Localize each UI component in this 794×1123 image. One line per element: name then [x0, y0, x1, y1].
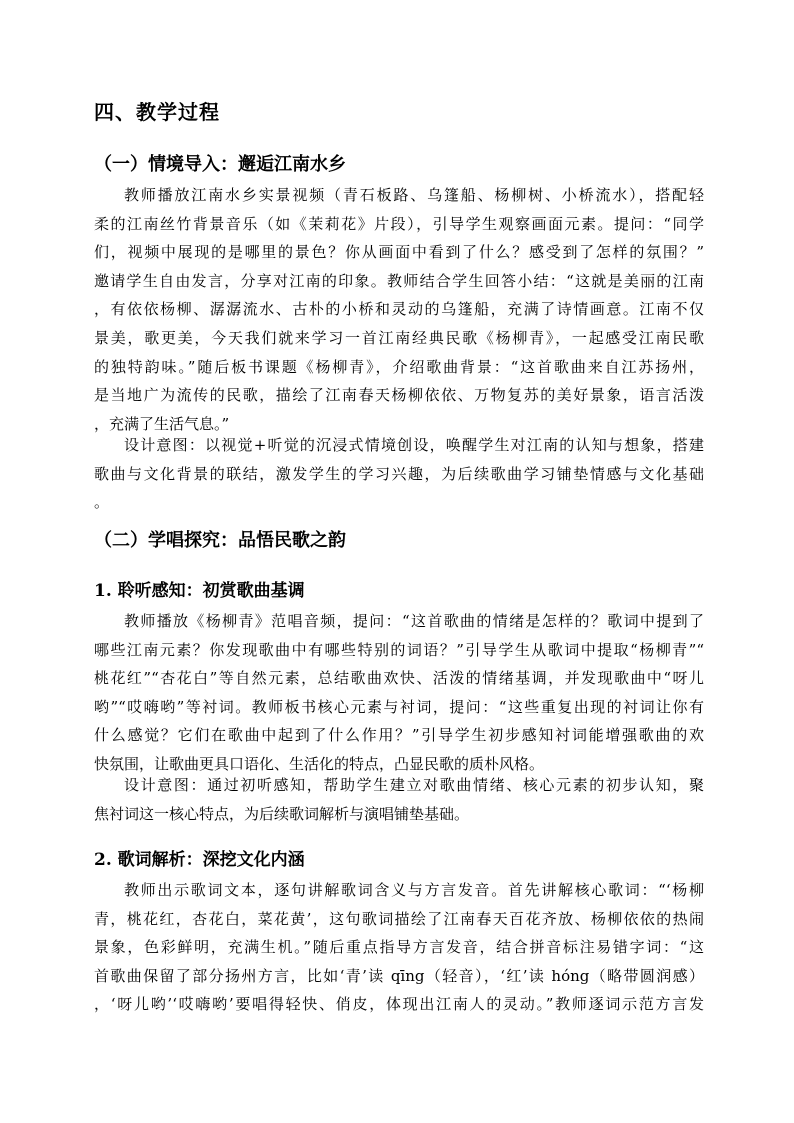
subsection-heading-2: （二）学唱探究：品悟民歌之韵 — [94, 530, 346, 551]
paragraph-line: 邀请学生自由发言，分享对江南的印象。教师结合学生回答小结：“这就是美丽的江南 — [94, 271, 704, 290]
paragraph-line: 教师播放江南水乡实景视频（青石板路、乌篷船、杨柳树、小桥流水），搭配轻 — [124, 186, 704, 204]
paragraph-line: 焦衬词这一核心特点，为后续歌词解析与演唱铺垫基础。 — [94, 804, 470, 823]
paragraph-line: 什么感觉？它们在歌曲中起到了什么作用？”引导学生初步感知衬词能增强歌曲的欢 — [94, 726, 704, 745]
paragraph-line: 教师播放《杨柳青》范唱音频，提问：“这首歌曲的情绪是怎样的？歌词中提到了 — [124, 612, 704, 630]
paragraph-line: 青，桃花红，杏花白，菜花黄’，这句歌词描绘了江南春天百花齐放、杨柳依依的热闹 — [94, 909, 704, 928]
paragraph-line: 设计意图：通过初听感知，帮助学生建立对歌曲情绪、核心元素的初步认知，聚 — [124, 776, 704, 794]
paragraph-line: 景美，歌更美，今天我们就来学习一首江南经典民歌《杨柳青》，一起感受江南民歌 — [94, 328, 704, 347]
paragraph-line: 柔的江南丝竹背景音乐（如《茉莉花》片段），引导学生观察画面元素。提问：“同学 — [94, 214, 704, 233]
paragraph-line: 哪些江南元素？你发现歌曲中有哪些特别的词语？”引导学生从歌词中提取“杨柳青”“ — [94, 640, 704, 659]
design-intent-paragraph-2 — [94, 771, 704, 828]
paragraph-line: 景象，色彩鲜明，充满生机。”随后重点指导方言发音，结合拼音标注易错字词：“这 — [94, 938, 704, 957]
step-heading-2: 2. 歌词解析：深挖文化内涵 — [94, 850, 305, 870]
paragraph-line: 教师出示歌词文本，逐句讲解歌词含义与方言发音。首先讲解核心歌词：“‘杨柳 — [124, 881, 704, 899]
section-title: 四、教学过程 — [94, 100, 220, 124]
paragraph-line: 首歌曲保留了部分扬州方言，比如‘青’读 qīng（轻音），‘红’读 hóng（略带圆润感） — [94, 966, 704, 985]
paragraph-line: 快氛围，让歌曲更具口语化、生活化的特点，凸显民歌的质朴风格。 — [94, 754, 545, 773]
paragraph-line: ，充满了生活气息。” — [94, 414, 230, 433]
subsection-heading-1: （一）情境导入：邂逅江南水乡 — [94, 154, 346, 175]
paragraph-line: 设计意图：以视觉+听觉的沉浸式情境创设，唤醒学生对江南的认知与想象，搭建 — [124, 436, 704, 454]
paragraph-line: 歌曲与文化背景的联结，激发学生的学习兴趣，为后续歌曲学习铺垫情感与文化基础 — [94, 464, 704, 483]
paragraph-line: 桃花红”“杏花白”等自然元素，总结歌曲欢快、活泼的情绪基调，并发现歌曲中“呀儿 — [94, 669, 704, 688]
intro-paragraph — [94, 181, 704, 438]
paragraph-line: 们，视频中展现的是哪里的景色？你从画面中看到了什么？感受到了怎样的氛围？” — [94, 243, 704, 262]
paragraph-line: 。 — [94, 493, 110, 512]
paragraph-line: 哟”“哎嗨哟”等衬词。教师板书核心元素与衬词，提问：“这些重复出现的衬词让你有 — [94, 697, 704, 716]
design-intent-paragraph-1 — [94, 431, 704, 517]
paragraph-line: ，有依依杨柳、潺潺流水、古朴的小桥和灵动的乌篷船，充满了诗情画意。江南不仅 — [94, 300, 704, 319]
paragraph-line: 的独特韵味。”随后板书课题《杨柳青》，介绍歌曲背景：“这首歌曲来自江苏扬州， — [94, 357, 704, 376]
paragraph-line: ，‘呀儿哟’‘哎嗨哟’要唱得轻快、俏皮，体现出江南人的灵动。”教师逐词示范方言发 — [94, 995, 704, 1014]
paragraph-line: 是当地广为流传的民歌，描绘了江南春天杨柳依依、万物复苏的美好景象，语言活泼 — [94, 386, 704, 405]
step-heading-1: 1. 聆听感知：初赏歌曲基调 — [94, 581, 305, 601]
listening-paragraph — [94, 607, 704, 779]
lyrics-paragraph — [94, 876, 704, 1019]
